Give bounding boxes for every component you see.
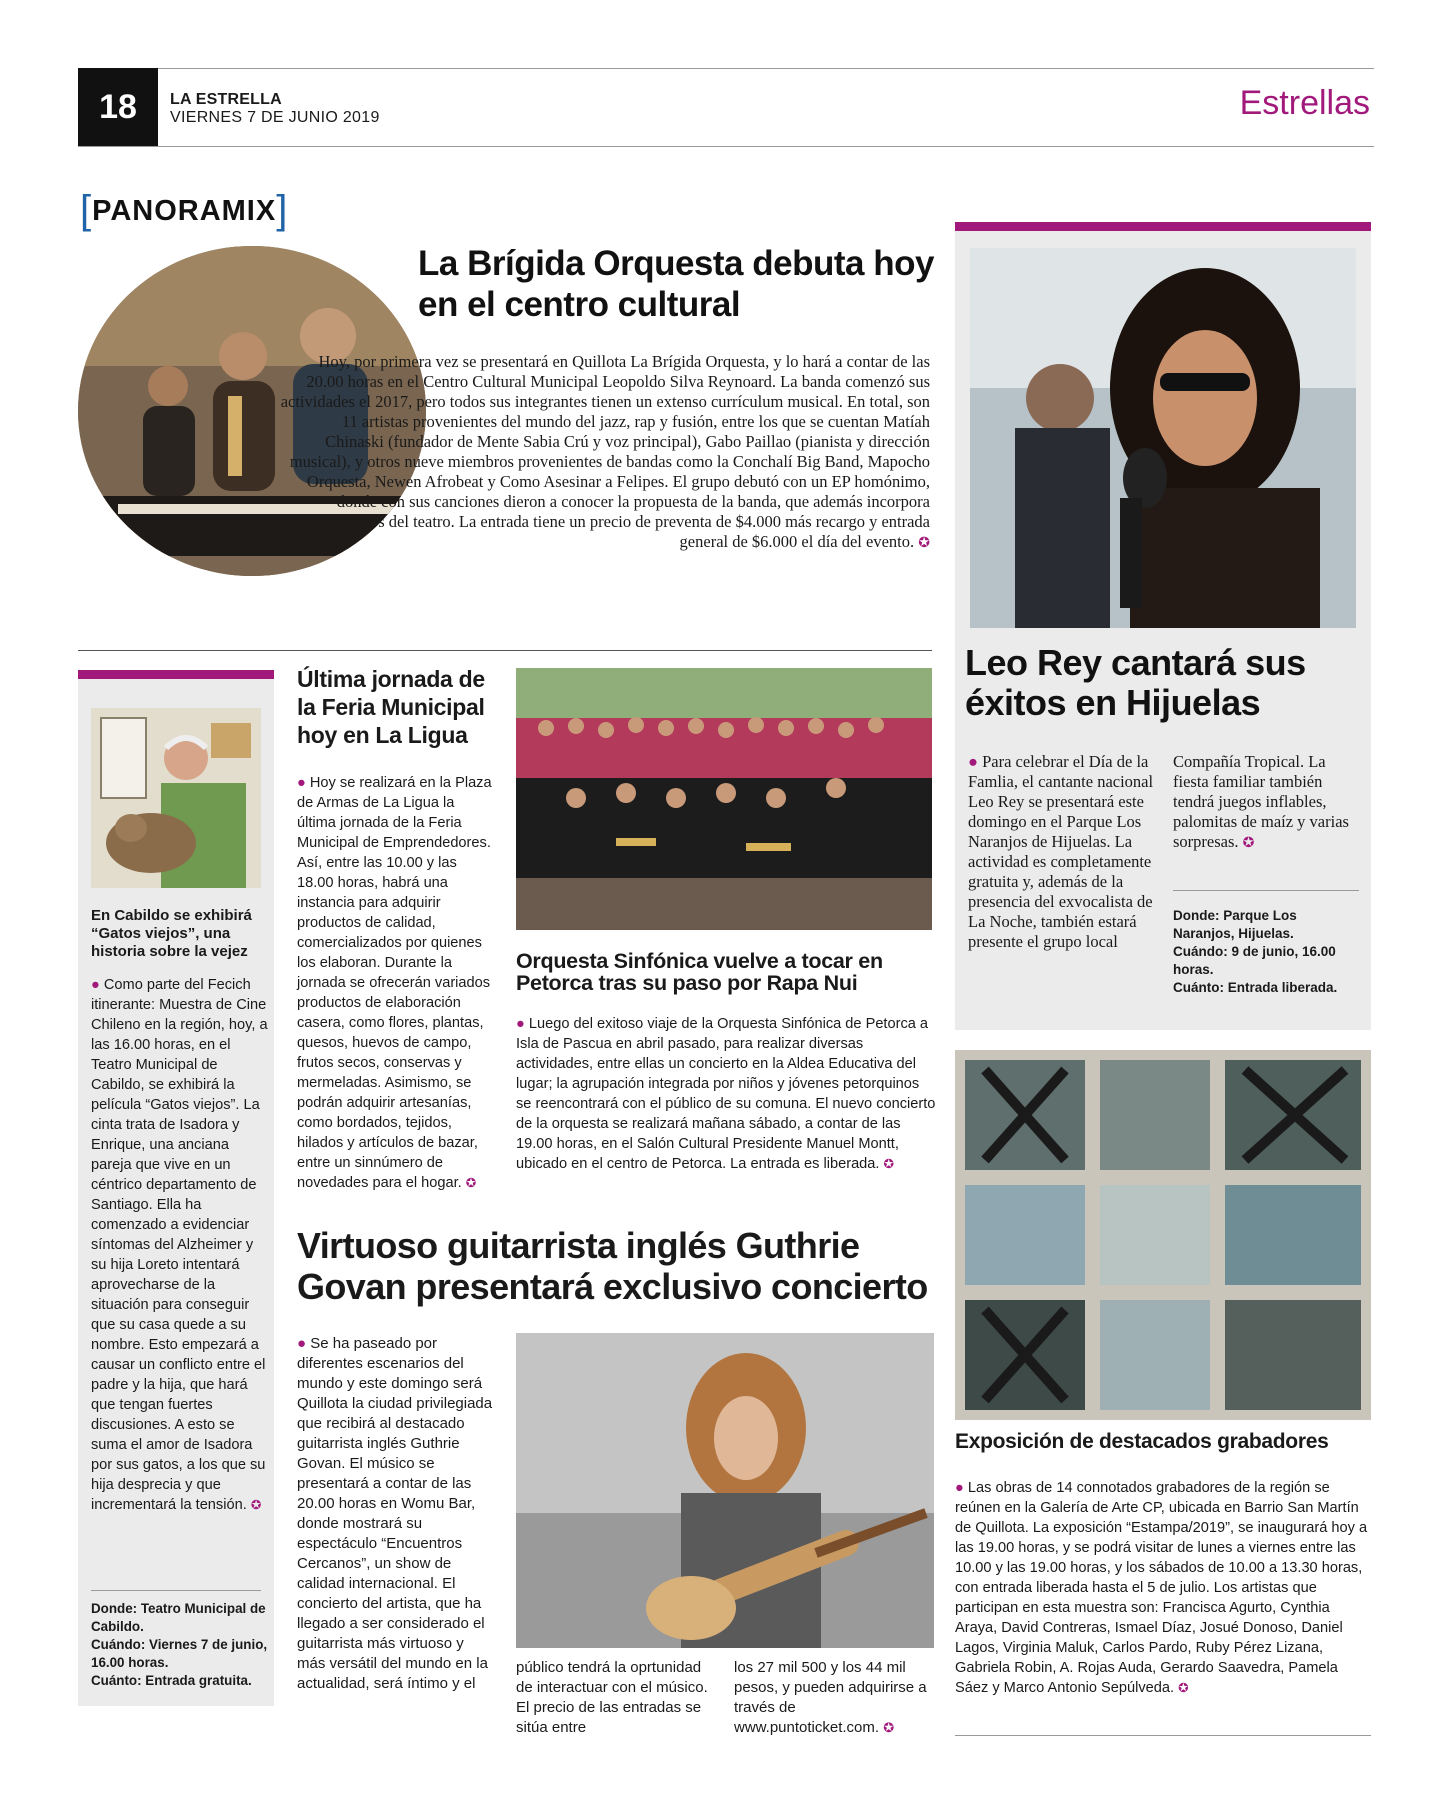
info-rule [91,1590,261,1591]
govan-headline: Virtuoso guitarrista inglés Guthrie Govan presentará exclusivo concierto [297,1225,928,1307]
expo-headline: Exposición de destacados grabadores [955,1430,1329,1453]
leo-rey-body-col1 [968,752,1156,952]
end-star-icon: ✪ [1178,1681,1189,1695]
govan-body-col3 [734,1658,932,1738]
govan-col1-text: Se ha paseado por diferentes escenarios del mundo y este domingo será Quillota la ciudad privilegiada que recibirá al destacado guitarrista inglés Guthrie Govan. El músico se presentará a contar de las 20.00 horas en Womu Bar, donde mostrará su espectáculo “Encuentros Cercanos”, un show de calidad internacional. El concierto del artista, que ha llegado a ser considerado el guitarrista más virtuoso y más versátil del mundo en la actualidad, será íntimo y el [297,1335,493,1692]
end-star-icon: ✪ [918,536,930,551]
feria-body-text: Hoy se realizará en la Plaza de Armas de La Ligua la última jornada de la Feria Municipal de Emprendedores. Así, entre las 10.00 y las 18.00 horas, habrá una instancia para adquirir productos de calidad, comercializados por quienes los elaboran. Durante la jornada se ofrecerán variados productos de elaboración casera, como flores, plantas, quesos, huevos de campo, frutos secos, conservas y mermeladas. Asimismo, se podrán adquirir artesanías, como bordados, tejidos, hilados y artículos de bazar, entre un sinnúmero de novedades para el hogar. [297,775,492,1191]
govan-col3-text: los 27 mil 500 y los 44 mil pesos, y pueden adquirirse a través de www.puntoticket.com. [734,1659,927,1736]
prints-illustration [955,1050,1371,1420]
orquesta-body-text: Luego del exitoso viaje de la Orquesta Sinfónica de Petorca a Isla de Pascua en abril pasado, para realizar diversas actividades, entre ellas un concierto en la Aldea Educativa del lugar; la agrupación integrada por niños y jóvenes petorquinos se reencontrará con el público de su comuna. El nuevo concierto de la orquesta se realizará mañana sábado, a contar de las 19.00 horas, en el Salón Cultural Presidente Manuel Montt, ubicado en el centro de Petorca. La entrada es liberada. [516,1016,936,1172]
orchestra-illustration [516,668,932,930]
leo-rey-accent-bar [955,222,1371,231]
grabadores-photo [955,1050,1371,1420]
bracket-left: [ [80,188,93,232]
issue-date: VIERNES 7 DE JUNIO 2019 [170,109,380,126]
section-divider [78,650,932,651]
header-top-rule [78,68,1374,69]
end-star-icon: ✪ [883,1720,894,1735]
leo-rey-col1-text: Para celebrar el Día de la Famlia, el cantante nacional Leo Rey se presentará este domingo en el Parque Los Naranjos de Hijuelas. La actividad es completamente gratuita y, además de la presencia del exvocalista de La Noche, también estará presente el grupo local [968,752,1154,951]
info-cuando: Cuándo: Viernes 7 de junio, 16.00 horas. [91,1637,268,1670]
leo-rey-headline: Leo Rey cantará sus éxitos en Hijuelas [965,642,1306,723]
page-number: 18 [78,68,158,147]
bullet-dot-icon: ● [955,1480,964,1496]
info-cuanto: Cuánto: Entrada liberada. [1173,980,1338,995]
cabildo-headline: En Cabildo se exhibirá “Gatos viejos”, una historia sobre la vejez [91,907,252,960]
feria-headline: Última jornada de la Feria Municipal hoy en La Ligua [297,666,485,748]
bullet-dot-icon: ● [516,1016,525,1032]
govan-body-col2: público tendrá la oprtunidad de interactuar con el músico. El precio de las entradas se sitúa entre [516,1659,708,1736]
leo-rey-body-col2 [1173,752,1353,854]
govan-body-col1 [297,1334,495,1694]
column-label-text: PANORAMIX [92,195,277,227]
brigida-headline: La Brígida Orquesta debuta hoy en el centro cultural [418,244,934,324]
brigida-body-text: Hoy, por primera vez se presentará en Quillota La Brígida Orquesta, y lo hará a contar de las 20.00 horas en el Centro Cultural Municipal Leopoldo Silva Reynoard. La banda comenzó sus actividades el 2017, pero todos sus integrantes tienen un extenso currículum musical. En total, son 11 artistas provenientes del mundo del jazz, rap y fusión, entre los que se cuentan Matíah Chinaski (fundador de Mente Sabia Crú y voz principal), Gabo Paillao (pianista y dirección musical), y otros nueve miembros provenientes de bandas como la Conchalí Big Band, Mapocho Orquesta, Newen Afrobeat y Como Asesinar a Felipes. El grupo debutó con un EP homónimo, donde con sus canciones dieron a conocer la propuesta de la banda, que además incorpora elementos del teatro. La entrada tiene un precio de preventa de $4.000 más recargo y entrada general de $6.000 el día del evento. [280,352,930,551]
section-name: Estrellas [1239,84,1370,122]
expo-body [955,1478,1373,1698]
end-star-icon: ✪ [883,1157,894,1171]
column-label [80,185,288,230]
end-star-icon: ✪ [250,1498,262,1512]
info-donde: Donde: Teatro Municipal de Cabildo. [91,1601,266,1634]
leo-rey-photo [970,248,1356,628]
leo-rey-info [1173,907,1359,997]
singer-illustration [970,248,1356,628]
bullet-dot-icon: ● [91,977,100,993]
cabildo-accent-bar [78,670,274,679]
expo-body-text: Las obras de 14 connotados grabadores de la región se reúnen en la Galería de Arte CP, ubicada en Barrio San Martín de Quillota. La exposición “Estampa/2019”, se inaugurará hoy a las 19.00 horas, y se podrá visitar de lunes a viernes entre las 10.00 y las 19.00 horas, y los sábados de 10.00 a 13.30 horas, con entrada liberada hasta el 5 de julio. Los artistas que participan en esta muestra son: Francisca Agurto, Cynthia Araya, David Contreras, Ismael Díaz, Josué Donoso, Daniel Lagos, Virginia Maluk, Carlos Pardo, Ruby Pérez Lizana, Gabriela Robin, A. Rojas Auda, Gerardo Saavedra, Pamela Sáez y Marco Antonio Sepúlveda. [955,1480,1368,1696]
header-bottom-rule [78,146,1374,147]
end-star-icon: ✪ [1242,836,1255,851]
bullet-dot-icon: ● [297,1335,307,1352]
orquesta-headline: Orquesta Sinfónica vuelve a tocar en Petorca tras su paso por Rapa Nui [516,949,883,995]
newspaper-name: LA ESTRELLA [170,91,282,108]
guthrie-govan-photo [516,1333,934,1648]
info-rule [1173,890,1359,891]
orquesta-sinfonica-photo [516,668,932,930]
guitarist-illustration [516,1333,934,1648]
brigida-body [280,352,930,554]
info-cuando: Cuándo: 9 de junio, 16.00 horas. [1173,944,1336,977]
info-cuanto: Cuánto: Entrada gratuita. [91,1673,252,1688]
orquesta-body [516,1014,936,1174]
end-star-icon: ✪ [465,1176,477,1190]
feria-body [297,773,495,1193]
cabildo-body-text: Como parte del Fecich itinerante: Muestra de Cine Chileno en la región, hoy, a las 16.00 horas, en el Teatro Municipal de Cabildo, se exhibirá la película “Gatos viejos”. La cinta trata de Isadora y Enrique, una anciana pareja que vive en un céntrico departamento de Santiago. Ella ha comenzado a evidenciar síntomas del Alzheimer y su hija Loreto intentará aprovecharse de la situación para conseguir que su casa quede a su nombre. Esto empezará a causar un conflicto entre el padre y la hija, que hará que tengan fuertes discusiones. A esto se suma el amor de Isadora por sus gatos, a los que su hija desprecia y que incrementará la tensión. [91,977,268,1513]
info-donde: Donde: Parque Los Naranjos, Hijuelas. [1173,908,1297,941]
cabildo-body [91,975,269,1515]
cabildo-info [91,1600,269,1690]
man-with-cat-illustration [91,708,261,888]
bullet-dot-icon: ● [297,775,306,791]
leo-rey-col2-text: Compañía Tropical. La fiesta familiar también tendrá juegos inflables, palomitas de maíz y varias sorpresas. [1173,752,1349,851]
gatos-viejos-photo [91,708,261,888]
bracket-right: ] [276,188,289,232]
bottom-rule [955,1735,1371,1736]
bullet-dot-icon: ● [968,752,978,771]
